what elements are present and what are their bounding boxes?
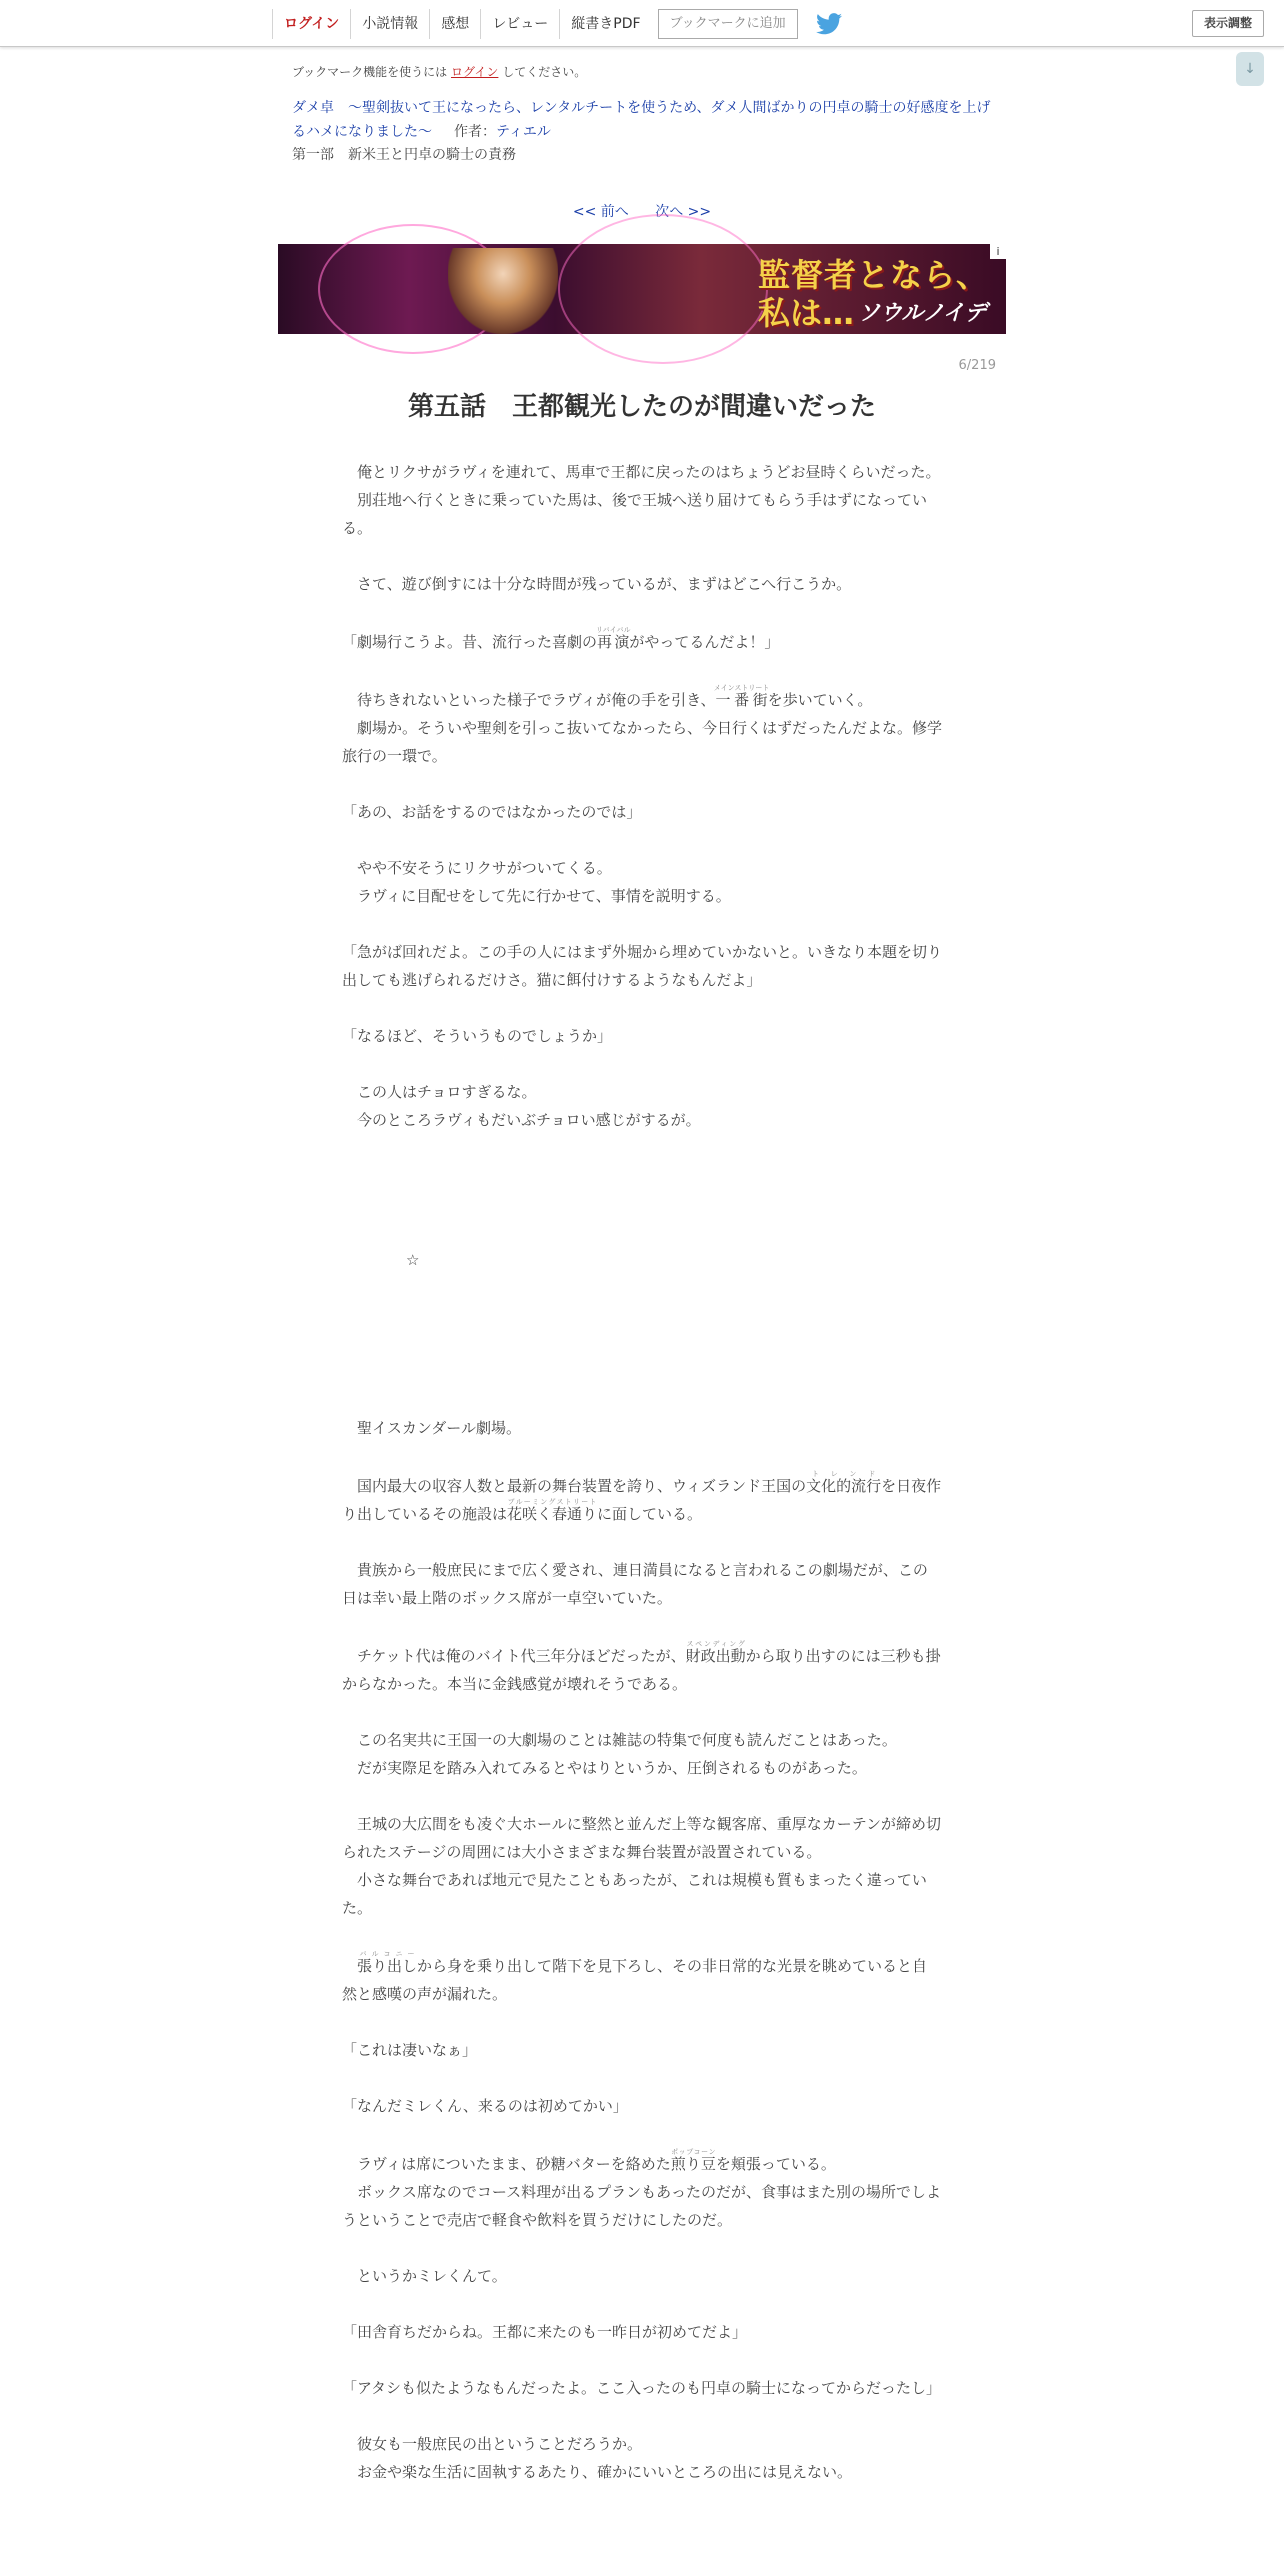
ruby-annotation (713, 684, 770, 709)
body-paragraph (342, 1640, 942, 1698)
twitter-icon[interactable] (816, 13, 842, 35)
body-paragraph: 小さな舞台であれば地元で見たこともあったが、これは規模も質もまったく違っていた。 (342, 1871, 927, 1917)
novel-body (342, 458, 942, 2486)
blank-line (342, 770, 942, 798)
paragraph-text: から身を乗り出して階下を見下ろし、その非日常的な光景を眺めていると自然と感嘆の声が漏れた。 (342, 1957, 928, 2003)
ad-info-icon[interactable]: i (990, 244, 1006, 259)
paragraph-text: を頬張っている。 (715, 2155, 836, 2173)
body-paragraph: 王城の大広間をも凌ぐ大ホールに整然と並んだ上等な観客席、重厚なカーテンが締め切られたステージの周囲には大小さまざまな舞台装置が設置されている。 (342, 1815, 941, 1861)
paragraph-text: に面している。 (597, 1505, 703, 1523)
blank-line (342, 542, 942, 570)
paragraph-text: がやってるんだよ！」 (629, 633, 780, 651)
nav-impressions[interactable]: 感想 (429, 9, 480, 39)
blank-line (342, 1134, 942, 1162)
chapter-group: 第一部 新米王と円卓の騎士の責務 (292, 147, 516, 163)
body-paragraph: 劇場か。そういや聖剣を引っこ抜いてなかったら、今日行くはずだったんだよな。修学旅行の一環で。 (342, 719, 943, 765)
body-paragraph (342, 626, 942, 656)
body-paragraph (342, 684, 942, 714)
blank-line (342, 994, 942, 1022)
nav-vertical-pdf[interactable]: 縦書きPDF (559, 9, 651, 39)
body-paragraph: 彼女も一般庶民の出ということだろうか。 (342, 2435, 643, 2453)
body-paragraph (342, 2148, 942, 2178)
paragraph-text: を日夜作り出しているその施設は (342, 1477, 942, 1523)
body-paragraph: ラヴィに目配せをして先に行かせて、事情を説明する。 (342, 887, 731, 905)
body-paragraph: 「なるほど、そういうものでしょうか」 (342, 1027, 613, 1045)
ruby-annotation (685, 1640, 746, 1665)
ad-logo: ソウルノイデン (858, 301, 987, 357)
body-paragraph: というかミレくんて。 (342, 2267, 507, 2285)
ruby-base: 煎り豆 (670, 2155, 716, 2173)
body-paragraph: 聖イスカンダール劇場。 (342, 1419, 521, 1437)
paragraph-text (342, 1957, 357, 1975)
body-paragraph (342, 1950, 942, 2008)
ruby-base: 張り出し (357, 1957, 418, 1975)
notice-before: ブックマーク機能を使うには (292, 65, 448, 79)
ruby-annotation (806, 1470, 882, 1495)
notice-after: してください。 (502, 65, 587, 79)
paragraph-text: チケット代は俺のバイト代三年分ほどだったが、 (342, 1647, 686, 1665)
body-paragraph: 今のところラヴィもだいぶチョロい感じがするが。 (342, 1111, 701, 1129)
blank-line (342, 1302, 942, 1330)
body-paragraph: この人はチョロすぎるな。 (342, 1083, 537, 1101)
top-bar (0, 0, 1284, 47)
ad-headline-2: 私は… (758, 294, 855, 332)
ruby-annotation (595, 626, 631, 651)
body-paragraph: 「アタシも似たようなもんだったよ。ここ入ったのも円卓の騎士になってからだったし」 (342, 2379, 941, 2397)
blank-line (342, 1612, 942, 1640)
chapter-title: 第五話 王都観光したのが間違いだった (407, 392, 876, 422)
blank-line (342, 598, 942, 626)
ad-magic-circle-2 (558, 214, 768, 364)
blank-line (342, 1528, 942, 1556)
paragraph-text: 「劇場行こうよ。昔、流行った喜劇の (342, 633, 598, 651)
ruby-base: 文化的流行 (806, 1477, 882, 1495)
paragraph-text: を歩いていく。 (767, 691, 873, 709)
blank-line (342, 2064, 942, 2092)
body-paragraph: お金や楽な生活に固執するあたり、確かにいいところの出には見えない。 (342, 2463, 853, 2481)
body-paragraph: 「なんだミレくん、来るのは初めてかい」 (342, 2097, 628, 2115)
body-paragraph: 「急がば回れだよ。この手の人にはまず外堀から埋めていかないと。いきなり本題を切り出しても逃げられるだけさ。猫に餌付けするようなもんだよ」 (342, 943, 943, 989)
blank-line (342, 2008, 942, 2036)
blank-line (342, 2290, 942, 2318)
ad-banner[interactable] (278, 244, 1006, 357)
body-paragraph (342, 1470, 942, 1528)
body-paragraph: だが実際足を踏み入れてみるとやはりというか、圧倒されるものがあった。 (342, 1759, 867, 1777)
blank-line (342, 2120, 942, 2148)
ruby-annotation (670, 2148, 716, 2173)
ad-headline-1: 監督者となら、 (758, 256, 990, 294)
paragraph-text: 国内最大の収容人数と最新の舞台装置を誇り、ウィズランド王国の (342, 1477, 807, 1495)
blank-line (342, 1190, 942, 1218)
blank-line (342, 2234, 942, 2262)
paragraph-text: から取り出すのには三秒も掛からなかった。本当に金銭感覚が壊れそうである。 (342, 1647, 941, 1693)
author-label: 作者： (454, 124, 496, 140)
blank-line (342, 1922, 942, 1950)
ruby-annotation (507, 1498, 598, 1523)
ruby-text: ポップコーン (670, 2148, 716, 2156)
scroll-down-button[interactable]: ↓ (1236, 52, 1264, 86)
author-link[interactable]: ティエル (496, 124, 551, 140)
paragraph-text: 待ちきれないといった様子でラヴィが俺の手を引き、 (342, 691, 716, 709)
paragraph-text: ラヴィは席についたまま、砂糖バターを絡めた (342, 2155, 671, 2173)
blank-line (342, 1330, 942, 1358)
nav-review[interactable]: レビュー (480, 9, 559, 39)
body-paragraph: 「田舎育ちだからね。王都に来たのも一昨日が初めてだよ」 (342, 2323, 748, 2341)
ruby-text: ブルーミングストリート (507, 1498, 598, 1506)
prev-link[interactable]: << 前へ (572, 204, 629, 220)
blank-line (342, 1698, 942, 1726)
body-paragraph: やや不安そうにリクサがついてくる。 (342, 859, 612, 877)
body-paragraph: 俺とリクサがラヴィを連れて、馬車で王都に戻ったのはちょうどお昼時くらいだった。 (342, 463, 941, 481)
next-link[interactable]: 次へ >> (655, 204, 712, 220)
body-paragraph: 別荘地へ行くときに乗っていた馬は、後で王城へ送り届けてもらう手はずになっている。 (342, 491, 928, 537)
add-bookmark-button[interactable]: ブックマークに追加 (658, 9, 798, 39)
blank-line (342, 1358, 942, 1386)
nav-novel-info[interactable]: 小説情報 (350, 9, 429, 39)
notice-login-link[interactable]: ログイン (451, 65, 499, 79)
ruby-base: 花咲く春通り (507, 1505, 598, 1523)
body-paragraph: さて、遊び倒すには十分な時間が残っているが、まずはどこへ行こうか。 (342, 575, 852, 593)
novel-title-link[interactable]: ダメ卓 ～聖剣抜いて王になったら、レンタルチートを使うため、ダメ人間ばかりの円卓の騎士の好感度を上げるハメになりました～ (292, 100, 991, 140)
blank-line (342, 1218, 942, 1246)
nav-login[interactable]: ログイン (272, 9, 350, 39)
blank-line (342, 1274, 942, 1302)
blank-line (342, 1442, 942, 1470)
ruby-base: 再演 (595, 633, 631, 651)
blank-line (342, 656, 942, 684)
body-paragraph: 「あの、お話をするのではなかったのでは」 (342, 803, 642, 821)
ruby-base: 一番街 (713, 691, 770, 709)
blank-line (342, 1386, 942, 1414)
page-count: 6/219 (958, 358, 996, 373)
ruby-base: 財政出動 (685, 1647, 746, 1665)
body-paragraph: ボックス席なのでコース料理が出るプランもあったのだが、食事はまた別の場所でしようということで売店で軽食や飲料を買うだけにしたのだ。 (342, 2183, 941, 2229)
ruby-text: バルコニー (357, 1950, 418, 1958)
ruby-annotation (357, 1950, 418, 1975)
blank-line (342, 2402, 942, 2430)
body-paragraph: 貴族から一般庶民にまで広く愛され、連日満員になると言われるこの劇場だが、この日は幸い最上階のボックス席が一卓空いていた。 (342, 1561, 928, 1607)
ruby-text: メインストリート (713, 684, 770, 692)
blank-line (342, 2346, 942, 2374)
blank-line (342, 910, 942, 938)
ruby-text: トレンド (806, 1470, 882, 1478)
body-paragraph: 「これは凄いなぁ」 (342, 2041, 478, 2059)
blank-line (342, 826, 942, 854)
blank-line (342, 1162, 942, 1190)
body-paragraph: この名実共に王国一の大劇場のことは雑誌の特集で何度も読んだことはあった。 (342, 1731, 897, 1749)
novel-title (292, 96, 1002, 144)
display-settings-button[interactable]: 表示調整 (1192, 10, 1264, 37)
header-nav (272, 9, 842, 39)
scene-break-star: ☆ (406, 1251, 420, 1269)
blank-line (342, 1782, 942, 1810)
bookmark-notice (292, 63, 586, 80)
blank-line (342, 1050, 942, 1078)
ruby-text: リバイバル (595, 626, 631, 634)
ruby-text: スペンディング (685, 1640, 746, 1648)
ad-character-image (448, 248, 558, 334)
